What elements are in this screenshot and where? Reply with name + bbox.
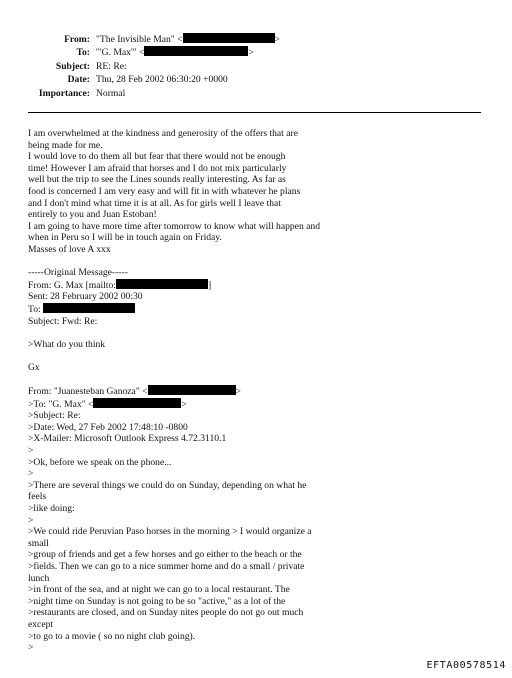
message-line: food is concerned I am very easy and will fit in with whatever he plans	[28, 185, 301, 197]
spacer	[28, 350, 498, 362]
message-line: I would love to do them all but fear that there would not be enough	[28, 151, 286, 163]
quoted-line: >restaurants are closed, and on Sunday nites people do not go out much	[28, 607, 304, 619]
original-from-tail: ]	[207, 279, 212, 291]
importance-label: Importance:	[38, 87, 90, 99]
forwarded-to	[28, 398, 498, 411]
header-to-row	[0, 46, 512, 59]
spacer	[28, 256, 498, 268]
message-line: time! However I am afraid that horses and I do not mix particularly	[28, 162, 287, 174]
redaction-bar	[148, 385, 236, 395]
importance-value: Normal	[96, 87, 126, 99]
redaction-bar	[144, 46, 248, 56]
quoted-line: >night time on Sunday is not going to be so "active," as a lot of the	[28, 595, 286, 607]
redaction-bar	[93, 398, 181, 408]
quoted-line: >We could ride Peruvian Paso horses in the morning > I would organize a	[28, 526, 312, 538]
quoted-line: >in front of the sea, and at night we can go to a local restaurant. The	[28, 584, 290, 596]
original-to	[28, 303, 498, 316]
message-line: entirely to you and Juan Estoban!	[28, 209, 157, 221]
header-subject-row	[0, 60, 512, 73]
to-tail: >	[248, 47, 254, 59]
original-from	[28, 279, 498, 292]
original-sent: Sent: 28 February 2002 00:30	[28, 291, 143, 303]
header-importance-row	[0, 87, 512, 100]
quoted-line: feels	[28, 491, 47, 503]
subject-value: RE: Re:	[96, 60, 127, 72]
from-text: "The Invisible Man" <	[96, 34, 183, 45]
header-date-row	[0, 73, 512, 86]
quoted-line: >	[28, 445, 34, 457]
to-text: '"G. Max'" <	[96, 47, 145, 59]
original-signoff: Gx	[28, 361, 40, 373]
from-label: From:	[64, 34, 90, 45]
original-to-label: To:	[28, 303, 41, 315]
message-line: I am going to have more time after tomorrow to know what will happen and	[28, 220, 321, 232]
message-line: well but the trip to see the Lines sounds really interesting. As far as	[28, 174, 286, 186]
spacer	[28, 373, 498, 385]
quoted-line: >to go to a movie ( so no night club going).	[28, 630, 196, 642]
forwarded-from-tail: >	[235, 386, 241, 398]
quoted-line: >	[28, 468, 34, 480]
quoted-line: >	[28, 514, 34, 526]
original-subject: Subject: Fwd: Re:	[28, 315, 98, 327]
forwarded-from	[28, 385, 498, 398]
subject-label: Subject:	[55, 60, 90, 72]
quoted-line: >like doing:	[28, 503, 75, 514]
quoted-line: >	[28, 642, 34, 654]
spacer	[28, 327, 498, 339]
redaction-bar	[183, 33, 275, 43]
original-separator: -----Original Message-----	[28, 267, 128, 279]
forwarded-date: >Date: Wed, 27 Feb 2002 17:48:10 -0800	[28, 421, 188, 433]
header-divider	[28, 112, 481, 113]
original-question: >What do you think	[28, 338, 106, 350]
quoted-line: >Ok, before we speak on the phone...	[28, 456, 172, 468]
quoted-line: lunch	[28, 572, 50, 584]
message-line: and I don't mind what time it is at all. As for girls well I leave that	[28, 197, 281, 209]
document-id: EFTA00578514	[426, 660, 506, 671]
message-line: being made for me.	[28, 139, 103, 151]
email-body	[28, 128, 498, 654]
forwarded-mailer: >X-Mailer: Microsoft Outlook Express 4.72.3110.1	[28, 433, 227, 445]
forwarded-to-tail: >	[181, 398, 187, 410]
quoted-line: >There are several things we could do on Sunday, depending on what he	[28, 479, 307, 491]
redaction-bar	[116, 279, 208, 289]
quoted-line: except	[28, 618, 54, 630]
email-header	[0, 33, 512, 100]
forwarded-to-text: >To: "G. Max" <	[28, 398, 94, 410]
from-tail: >	[274, 34, 280, 45]
quoted-line: >group of friends and get a few horses and go either to the beach or the	[28, 549, 302, 561]
to-label: To:	[76, 47, 90, 59]
forwarded-subject: >Subject: Re:	[28, 410, 81, 422]
message-line: when in Peru so I will be in touch again on Friday.	[28, 232, 222, 244]
to-value	[96, 46, 254, 59]
date-value: Thu, 28 Feb 2002 06:30:20 +0000	[96, 74, 228, 86]
original-from-text: From: G. Max [mailto:	[28, 279, 116, 291]
date-label: Date:	[67, 74, 90, 86]
from-value	[96, 33, 280, 46]
header-from-row	[0, 33, 512, 46]
quoted-line: >fields. Then we can go to a nice summer home and do a small / private	[28, 560, 305, 572]
message-line: Masses of love A xxx	[28, 243, 111, 255]
redaction-bar	[43, 303, 135, 313]
forwarded-from-text: From: "Juanesteban Ganoza" <	[28, 386, 148, 398]
quoted-line: small	[28, 537, 49, 549]
message-line: I am overwhelmed at the kindness and generosity of the offers that are	[28, 128, 298, 139]
